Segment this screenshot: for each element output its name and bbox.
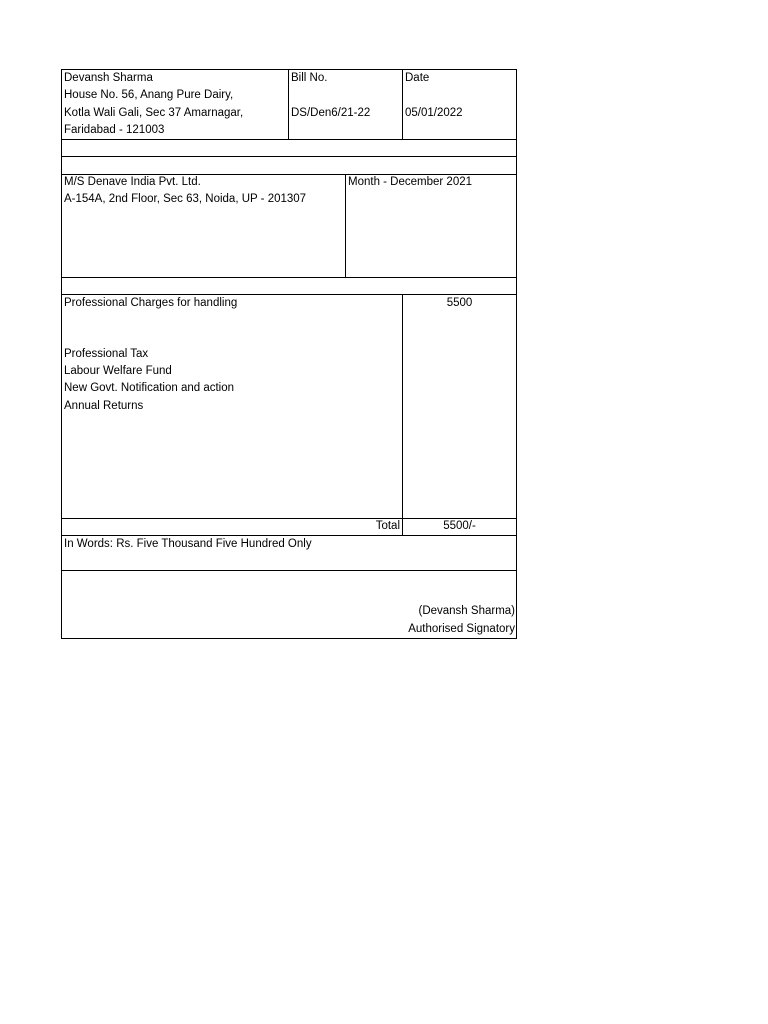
- divider-amount-column: [402, 294, 403, 535]
- border-left: [61, 69, 62, 639]
- divider-row-8: [61, 570, 517, 571]
- seller-name: Devansh Sharma: [64, 72, 153, 84]
- sub-item: Professional Tax: [64, 348, 149, 360]
- sub-item: Annual Returns: [64, 400, 144, 412]
- amount-in-words: In Words: Rs. Five Thousand Five Hundred Only: [64, 538, 312, 550]
- bill-no-label: Bill No.: [291, 72, 328, 84]
- seller-address-line: Faridabad - 121003: [64, 124, 165, 136]
- divider-row-2: [61, 156, 517, 157]
- border-right: [516, 69, 517, 639]
- seller-address-line: Kotla Wali Gali, Sec 37 Amarnagar,: [64, 107, 244, 119]
- divider-client: [345, 174, 346, 277]
- signatory-title: Authorised Signatory: [408, 623, 515, 635]
- item-amount: 5500: [446, 297, 473, 309]
- sub-item: New Govt. Notification and action: [64, 382, 235, 394]
- divider-header-1: [288, 69, 289, 139]
- bill-no-value: DS/Den6/21-22: [291, 107, 371, 119]
- billing-month: Month - December 2021: [348, 176, 473, 188]
- client-name: M/S Denave India Pvt. Ltd.: [64, 176, 201, 188]
- seller-address-line: House No. 56, Anang Pure Dairy,: [64, 89, 234, 101]
- invoice-sheet: [61, 69, 517, 639]
- border-bottom: [61, 638, 517, 639]
- total-value: 5500/-: [443, 520, 476, 532]
- divider-row-4: [61, 277, 517, 278]
- client-address: A-154A, 2nd Floor, Sec 63, Noida, UP - 201307: [64, 193, 307, 205]
- divider-header-2: [402, 69, 403, 139]
- date-value: 05/01/2022: [405, 107, 463, 119]
- sub-item: Labour Welfare Fund: [64, 365, 172, 377]
- item-description: Professional Charges for handling: [64, 297, 238, 309]
- divider-row-1: [61, 139, 517, 140]
- date-label: Date: [405, 72, 430, 84]
- total-label: Total: [375, 520, 400, 532]
- signatory-name: (Devansh Sharma): [418, 605, 515, 617]
